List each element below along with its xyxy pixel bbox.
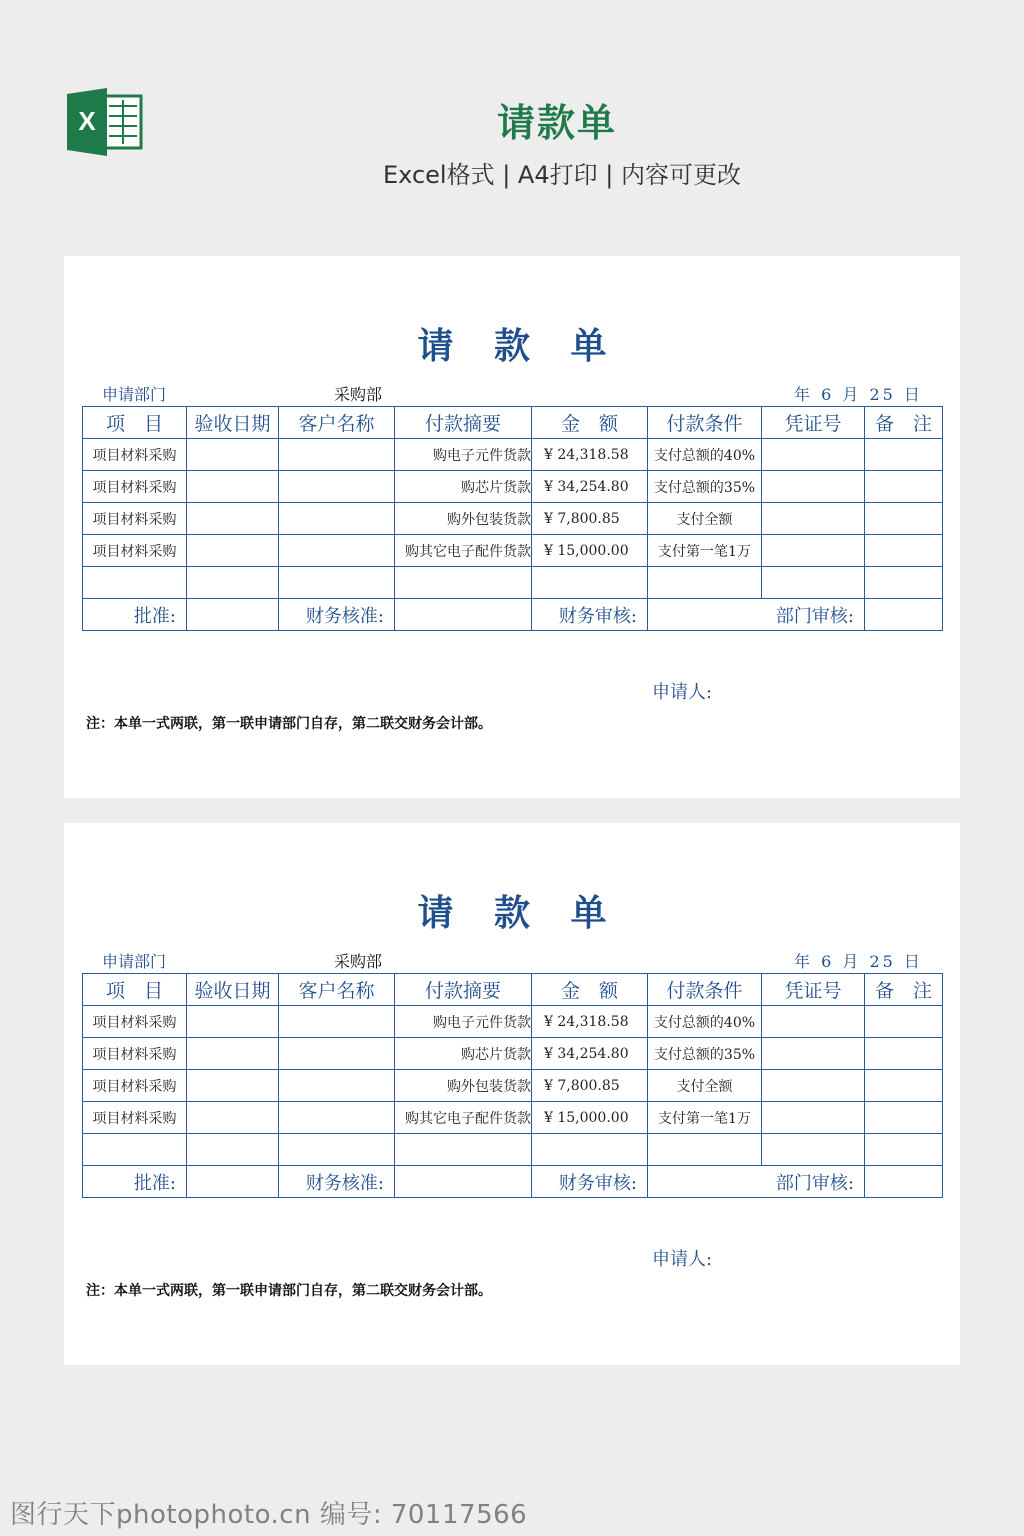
voucher-cell <box>762 439 865 471</box>
excel-logo-letter: X <box>78 106 96 136</box>
remark-cell <box>865 1102 943 1134</box>
summary-cell: 购外包装货款 <box>395 1070 532 1102</box>
request-date: 年 6 月 25 日 <box>794 385 923 404</box>
col-header: 验收日期 <box>187 974 279 1006</box>
table-row <box>83 1102 943 1134</box>
amount-cell: ¥ 15,000.00 <box>532 535 648 567</box>
finance-audit-label: 财务审核: <box>532 1166 648 1198</box>
watermark: 图行天下photophoto.cn 编号: 70117566 <box>10 1500 528 1530</box>
accept-date-cell <box>187 439 279 471</box>
client-cell <box>279 471 395 503</box>
signature-row <box>83 1166 943 1198</box>
table-row <box>83 1038 943 1070</box>
remark-cell <box>865 503 943 535</box>
finance-approve-label: 财务核准: <box>279 599 395 631</box>
voucher-cell <box>762 1006 865 1038</box>
remark-cell <box>865 471 943 503</box>
summary-cell: 购其它电子配件货款 <box>395 535 532 567</box>
amount-cell: ¥ 7,800.85 <box>532 503 648 535</box>
col-header: 金 额 <box>532 407 648 439</box>
approve-label: 批准: <box>83 1166 187 1198</box>
col-header: 金 额 <box>532 974 648 1006</box>
voucher-cell <box>762 1038 865 1070</box>
table-row-empty <box>83 567 943 599</box>
table-header-row <box>83 974 943 1006</box>
col-header: 付款条件 <box>648 407 762 439</box>
amount-cell: ¥ 24,318.58 <box>532 1006 648 1038</box>
accept-date-cell <box>187 503 279 535</box>
approve-label: 批准: <box>83 599 187 631</box>
request-table <box>82 973 943 1198</box>
col-header: 凭证号 <box>762 407 865 439</box>
accept-date-cell <box>187 1006 279 1038</box>
applicant-label: 申请人: <box>652 682 713 703</box>
item-cell: 项目材料采购 <box>83 439 187 471</box>
dept-audit-label: 部门审核: <box>648 599 865 631</box>
table-row <box>83 503 943 535</box>
summary-cell: 购芯片货款 <box>395 471 532 503</box>
terms-cell: 支付第一笔1万 <box>648 1102 762 1134</box>
payment-request-form-2 <box>64 823 960 1365</box>
amount-cell: ¥ 24,318.58 <box>532 439 648 471</box>
col-header: 客户名称 <box>279 974 395 1006</box>
amount-cell: ¥ 15,000.00 <box>532 1102 648 1134</box>
table-header-row <box>83 407 943 439</box>
item-cell: 项目材料采购 <box>83 1070 187 1102</box>
accept-date-cell <box>187 1038 279 1070</box>
client-cell <box>279 1038 395 1070</box>
table-row-empty <box>83 1134 943 1166</box>
client-cell <box>279 503 395 535</box>
terms-cell: 支付总额的40% <box>648 439 762 471</box>
approve-field <box>187 599 279 631</box>
item-cell: 项目材料采购 <box>83 471 187 503</box>
item-cell: 项目材料采购 <box>83 535 187 567</box>
dept-audit-field <box>865 1166 943 1198</box>
col-header: 项 目 <box>83 974 187 1006</box>
page-subtitle: Excel格式 | A4打印 | 内容可更改 <box>383 161 741 189</box>
col-header: 付款摘要 <box>395 974 532 1006</box>
finance-approve-label: 财务核准: <box>279 1166 395 1198</box>
client-cell <box>279 1102 395 1134</box>
voucher-cell <box>762 471 865 503</box>
request-table <box>82 406 943 631</box>
col-header: 凭证号 <box>762 974 865 1006</box>
table-row <box>83 535 943 567</box>
form-title: 请 款 单 <box>417 892 621 934</box>
form-note: 注：本单一式两联，第一联申请部门自存，第二联交财务会计部。 <box>86 716 492 732</box>
col-header: 验收日期 <box>187 407 279 439</box>
table-row <box>83 439 943 471</box>
form-note: 注：本单一式两联，第一联申请部门自存，第二联交财务会计部。 <box>86 1283 492 1299</box>
payment-request-form-1 <box>64 256 960 798</box>
terms-cell: 支付第一笔1万 <box>648 535 762 567</box>
remark-cell <box>865 1070 943 1102</box>
item-cell: 项目材料采购 <box>83 1006 187 1038</box>
col-header: 付款摘要 <box>395 407 532 439</box>
dept-label: 申请部门 <box>102 385 167 404</box>
col-header: 备 注 <box>865 974 943 1006</box>
col-header: 客户名称 <box>279 407 395 439</box>
terms-cell: 支付总额的40% <box>648 1006 762 1038</box>
table-row <box>83 1006 943 1038</box>
voucher-cell <box>762 1070 865 1102</box>
voucher-cell <box>762 1102 865 1134</box>
item-cell: 项目材料采购 <box>83 1102 187 1134</box>
finance-approve-field <box>395 1166 532 1198</box>
summary-cell: 购电子元件货款 <box>395 439 532 471</box>
finance-approve-field <box>395 599 532 631</box>
dept-audit-field <box>865 599 943 631</box>
voucher-cell <box>762 503 865 535</box>
dept-value: 采购部 <box>334 385 383 404</box>
applicant-label: 申请人: <box>652 1249 713 1270</box>
signature-row <box>83 599 943 631</box>
terms-cell: 支付全额 <box>648 503 762 535</box>
amount-cell: ¥ 34,254.80 <box>532 471 648 503</box>
summary-cell: 购其它电子配件货款 <box>395 1102 532 1134</box>
request-date: 年 6 月 25 日 <box>794 952 923 971</box>
remark-cell <box>865 535 943 567</box>
table-row <box>83 471 943 503</box>
accept-date-cell <box>187 535 279 567</box>
col-header: 项 目 <box>83 407 187 439</box>
terms-cell: 支付全额 <box>648 1070 762 1102</box>
client-cell <box>279 535 395 567</box>
voucher-cell <box>762 535 865 567</box>
client-cell <box>279 1006 395 1038</box>
remark-cell <box>865 1038 943 1070</box>
terms-cell: 支付总额的35% <box>648 1038 762 1070</box>
summary-cell: 购电子元件货款 <box>395 1006 532 1038</box>
client-cell <box>279 439 395 471</box>
table-row <box>83 1070 943 1102</box>
dept-label: 申请部门 <box>102 952 167 971</box>
client-cell <box>279 1070 395 1102</box>
accept-date-cell <box>187 1070 279 1102</box>
summary-cell: 购芯片货款 <box>395 1038 532 1070</box>
amount-cell: ¥ 7,800.85 <box>532 1070 648 1102</box>
remark-cell <box>865 439 943 471</box>
dept-value: 采购部 <box>334 952 383 971</box>
item-cell: 项目材料采购 <box>83 1038 187 1070</box>
dept-audit-label: 部门审核: <box>648 1166 865 1198</box>
item-cell: 项目材料采购 <box>83 503 187 535</box>
accept-date-cell <box>187 1102 279 1134</box>
col-header: 备 注 <box>865 407 943 439</box>
summary-cell: 购外包装货款 <box>395 503 532 535</box>
terms-cell: 支付总额的35% <box>648 471 762 503</box>
form-title: 请 款 单 <box>417 325 621 367</box>
finance-audit-label: 财务审核: <box>532 599 648 631</box>
col-header: 付款条件 <box>648 974 762 1006</box>
amount-cell: ¥ 34,254.80 <box>532 1038 648 1070</box>
page-title: 请款单 <box>496 101 617 145</box>
approve-field <box>187 1166 279 1198</box>
accept-date-cell <box>187 471 279 503</box>
remark-cell <box>865 1006 943 1038</box>
